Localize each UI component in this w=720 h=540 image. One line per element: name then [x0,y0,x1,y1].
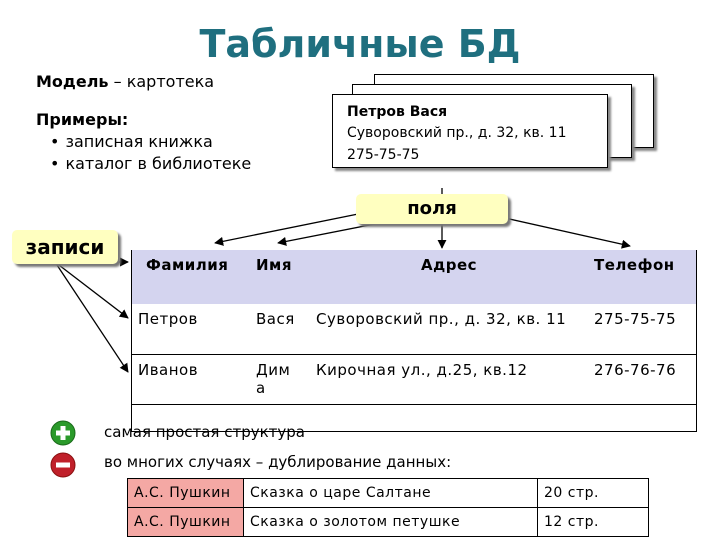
cell-phone: 276-76-76 [594,360,677,379]
records-table-frame [131,250,697,432]
plus-note: самая простая структура [104,423,305,441]
cell-surname: Петров [138,310,198,328]
table-row [132,304,696,354]
card-address: Суворовский пр., д. 32, кв. 11 [347,125,567,141]
table-header-row [132,250,696,304]
minus-icon [50,452,76,478]
arrow-to-row-1 [55,262,128,318]
header-phone: Телефон [594,256,675,274]
cell-name-text: Дим а [256,360,291,397]
records-table [132,250,696,405]
cell-surname: Иванов [138,360,199,379]
cell-pages: 12 стр. [538,508,649,537]
example-item: • каталог в библиотеке [50,153,251,175]
card-phone: 275-75-75 [347,147,420,163]
fields-callout: поля [356,194,508,224]
table-row [128,479,649,508]
duplicate-table [127,478,649,537]
example-item: • записная книжка [50,131,251,153]
header-surname: Фамилия [146,256,229,274]
model-text: – картотека [108,72,215,91]
cell-name [250,354,310,404]
cell-name: Вася [256,310,295,328]
cell-author: А.С. Пушкин [128,479,244,508]
records-callout: записи [12,230,118,264]
card-name: Петров Вася [347,104,448,120]
arrow-to-row-2 [55,262,128,372]
page-title: Табличные БД [199,22,521,66]
cell-title: Сказка о царе Салтане [244,479,538,508]
model-label: Модель [36,72,109,91]
cell-phone: 275-75-75 [594,310,677,328]
arrow-to-surname [215,212,368,243]
examples-label: Примеры: [36,110,129,129]
cell-title: Сказка о золотом петушке [244,508,538,537]
table-row [132,354,696,404]
minus-note: во многих случаях – дублирование данных: [104,453,452,471]
cell-author: А.С. Пушкин [128,508,244,537]
header-name: Имя [256,256,292,274]
header-address: Адрес [420,256,478,274]
cell-address: Кирочная ул., д.25, кв.12 [316,360,528,379]
table-row [128,508,649,537]
cell-address: Суворовский пр., д. 32, кв. 11 [316,310,567,328]
plus-icon [50,420,76,446]
cell-pages: 20 стр. [538,479,649,508]
